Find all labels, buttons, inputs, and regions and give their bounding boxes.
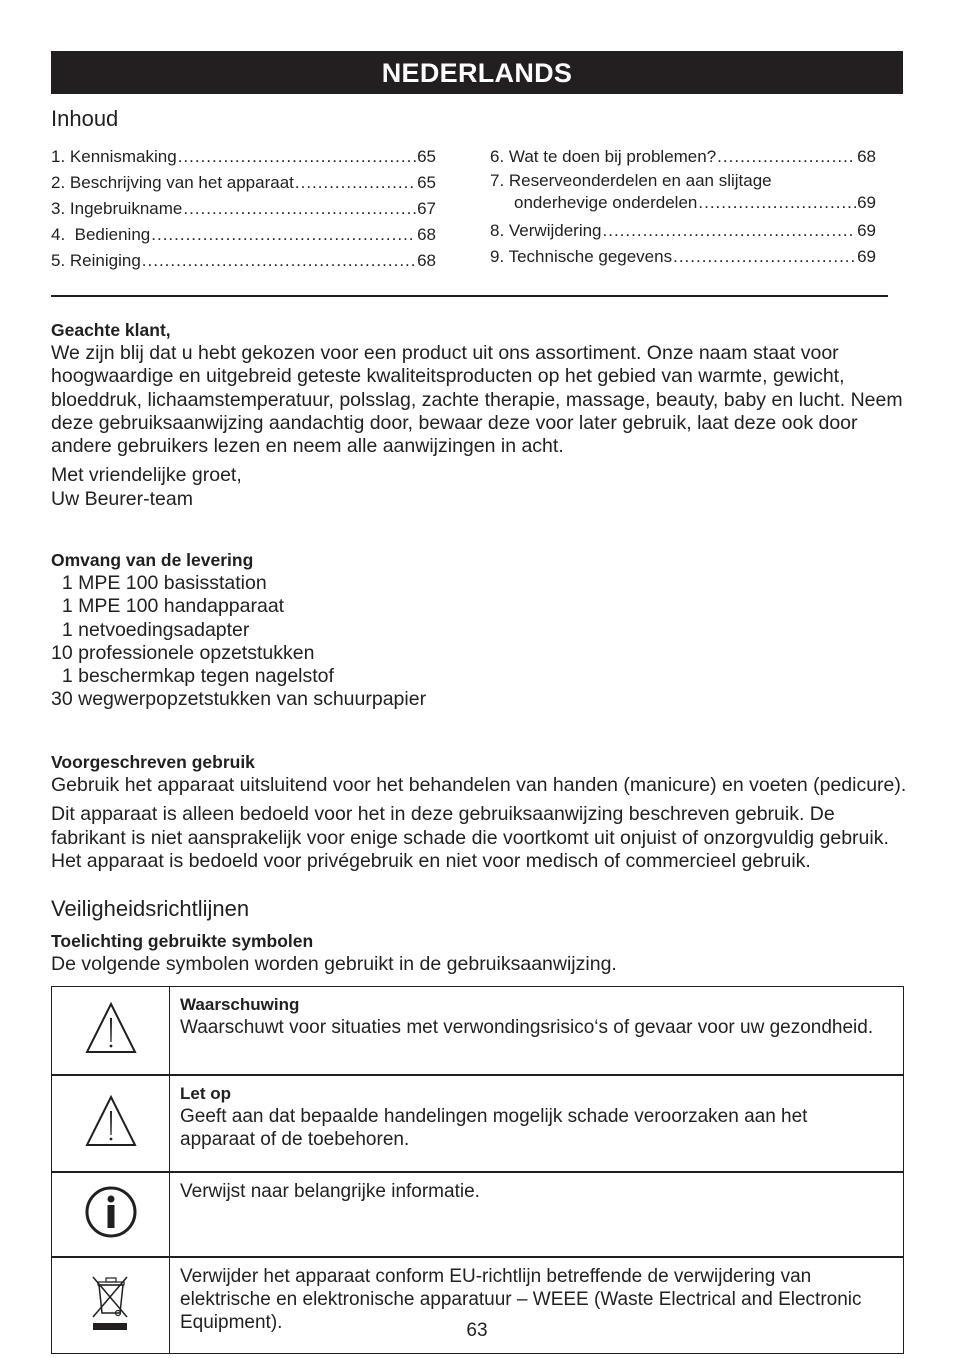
toc-entry-page: 65 [417,173,436,192]
info-icon [84,1185,138,1239]
intended-use-section [51,750,911,873]
toc-entry-page: 69 [857,193,876,212]
toc-entry-page: 68 [857,147,876,166]
greeting-body: We zijn blij dat u hebt gekozen voor een product uit ons assortiment. Onze naam staat voor hoogwaardige en uitgebreid geteste kwaliteitsproducten op het gebied van warmte, gewicht, bloeddruk, lichaamstemperatuur, polsslag, zachte therapie, massage, beauty, baby en lucht. Neem deze gebruiksaanwijzing aandachtig door, bewaar deze voor later gebruik, laat deze ook door andere gebruikers lezen en neem alle aanwijzingen in acht. [51,342,903,458]
toc-left-column [51,144,436,274]
symbols-subheading: Toelichting gebruikte symbolen [51,931,314,951]
toc-entry-label: 1. Kennismaking [51,147,177,166]
toc-leader-dots [673,244,856,270]
toc-right-column [490,144,876,270]
toc-entry-page: 65 [417,147,436,166]
delivery-item: 1 MPE 100 handapparaat [51,595,285,618]
intended-use-para: Dit apparaat is alleen bedoeld voor het in deze gebruiksaanwijzing beschreven gebruik. De fabrikant is niet aansprakelijk voor enige schade die voortkomt uit onjuist of onzorgvuldig gebruik. Het apparaat is bedoeld voor privégebruik en niet voor medisch of commercieel gebruik. [51,803,889,872]
delivery-item: 1 netvoedingsadapter [51,618,250,641]
toc-entry[interactable] [490,170,876,214]
toc-leader-dots [295,170,416,196]
toc-entry-label: 7. Reserveonderdelen en aan slijtage [490,171,772,190]
delivery-item: 30 wegwerpopzetstukken van schuurpapier [51,688,427,711]
symbol-description: Waarschuwt voor situaties met verwondingsrisico‘s of gevaar voor uw gezondheid. [180,1017,874,1038]
symbol-description: Geeft aan dat bepaalde handelingen mogelijk schade veroorzaken aan het apparaat of de toebehoren. [180,1106,808,1150]
toc-leader-dots [698,192,856,214]
toc-entry-label: 8. Verwijdering [490,221,602,240]
toc-leader-dots [603,218,857,244]
toc-entry-page: 67 [417,199,436,218]
symbol-row [52,1172,904,1257]
toc-entry[interactable] [51,170,436,196]
greeting-heading: Geachte klant, [51,320,171,340]
toc-entry[interactable] [490,144,876,170]
toc-entry-page: 69 [857,221,876,240]
section-divider [51,295,888,297]
toc-entry[interactable] [490,218,876,244]
toc-heading: Inhoud [51,106,119,131]
toc-entry-label: 9. Technische gegevens [490,247,673,266]
delivery-item: 10 professionele opzetstukken [51,641,315,664]
toc-entry[interactable] [51,248,436,274]
toc-entry-label: 3. Ingebruikname [51,199,183,218]
toc-entry-page: 68 [417,225,436,244]
page-number: 63 [466,1320,488,1341]
symbol-title: Waarschuwing [180,995,300,1014]
symbols-intro-section [51,929,911,976]
toc-entry-label: 2. Beschrijving van het apparaat [51,173,294,192]
banner-title: NEDERLANDS [381,58,573,88]
toc-entry-label: 5. Reiniging [51,251,141,270]
toc-leader-dots [178,144,416,170]
symbol-title: Let op [180,1084,231,1103]
symbols-table [51,986,904,1354]
toc-entry-label: 4. Bediening [51,225,151,244]
warning-triangle-icon [83,1000,139,1056]
greeting-section [51,318,911,511]
toc-entry[interactable] [490,244,876,270]
symbols-intro: De volgende symbolen worden gebruikt in de gebruiksaanwijzing. [51,953,617,975]
intended-use-para: Gebruik het apparaat uitsluitend voor het behandelen van handen (manicure) en voeten (pedicure). [51,774,907,796]
toc-entry[interactable] [51,222,436,248]
closing-line: Met vriendelijke groet, [51,464,242,487]
toc-entry-label-continuation: onderhevige onderdelen [514,193,698,212]
toc-entry-label: 6. Wat te doen bij problemen? [490,147,717,166]
toc-leader-dots [183,196,416,222]
symbol-description: Verwijst naar belangrijke informatie. [180,1181,480,1202]
toc-entry[interactable] [51,144,436,170]
toc-leader-dots [142,248,416,274]
caution-triangle-icon [83,1093,139,1149]
delivery-item: 1 MPE 100 basisstation [51,572,267,594]
intended-use-heading: Voorgeschreven gebruik [51,752,255,772]
toc-leader-dots [151,222,416,248]
delivery-item: 1 beschermkap tegen nagelstof [51,665,334,688]
symbol-description: Verwijder het apparaat conform EU-richtlijn betreffende de verwijdering van elektrische en elektronische apparatuur – WEEE (Waste Electrical and Electronic Equipment). [180,1266,862,1333]
safety-heading: Veiligheidsrichtlijnen [51,896,250,921]
signature: Uw Beurer-team [51,487,193,510]
delivery-heading: Omvang van de levering [51,550,254,570]
toc-entry-page: 69 [857,247,876,266]
symbol-row [52,1075,904,1172]
toc-leader-dots [717,144,856,170]
language-banner [51,51,903,94]
delivery-contents-section [51,548,911,712]
symbol-row [52,987,904,1076]
toc-entry-page: 68 [417,251,436,270]
toc-entry[interactable] [51,196,436,222]
